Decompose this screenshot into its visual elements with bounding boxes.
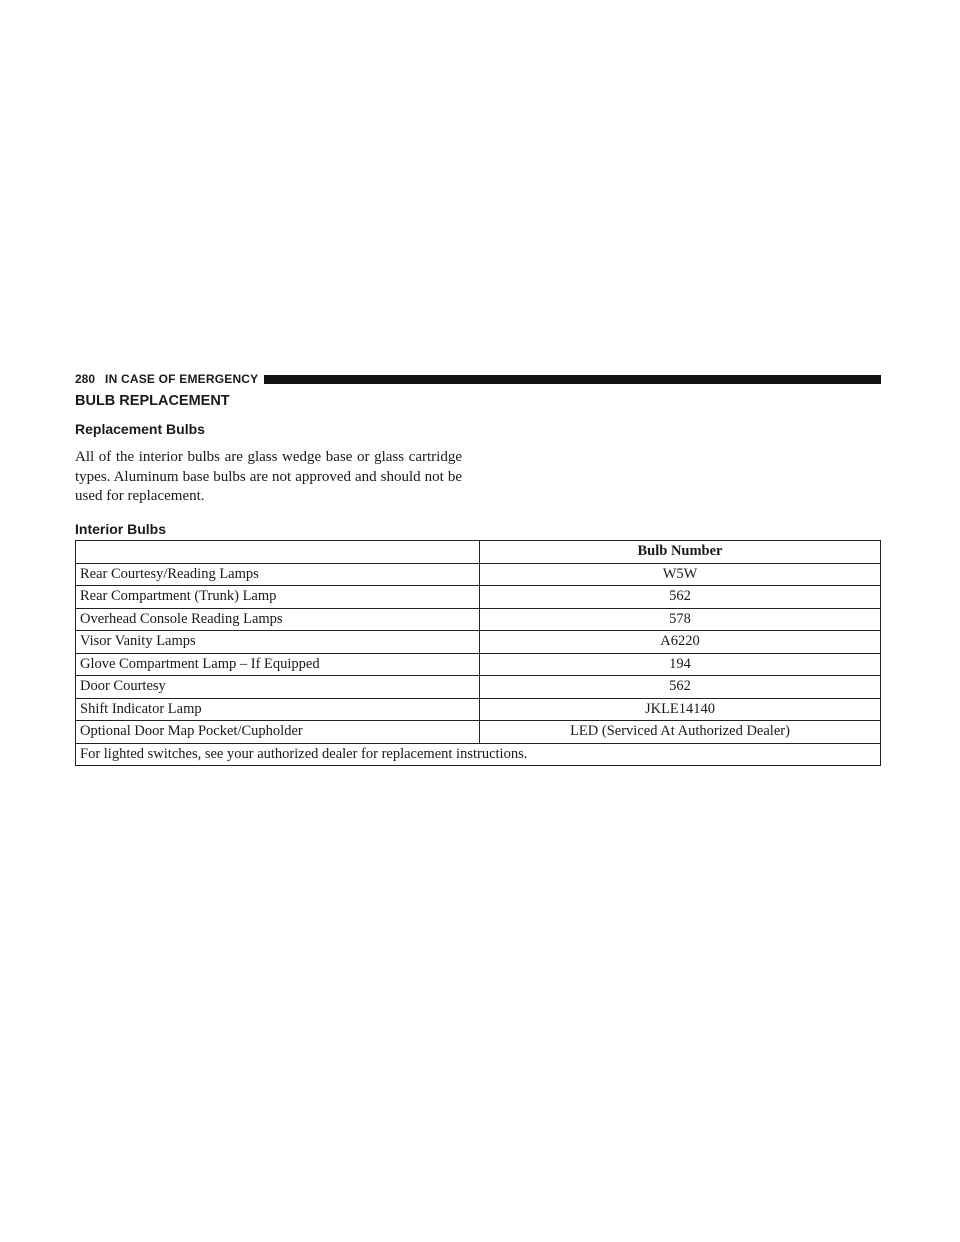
page-title: BULB REPLACEMENT: [75, 393, 230, 409]
row-location: Door Courtesy: [76, 676, 480, 699]
table-row: [76, 608, 881, 631]
row-location: Visor Vanity Lamps: [76, 631, 480, 654]
table-title: Interior Bulbs: [75, 521, 167, 537]
row-location: Overhead Console Reading Lamps: [76, 608, 480, 631]
row-bulb-number: 578: [480, 608, 881, 631]
row-bulb-number: 562: [480, 676, 881, 699]
body-paragraph: All of the interior bulbs are glass wedge base or glass cartridge types. Aluminum base bulbs are not approved and should not be used for replacement.: [75, 449, 462, 504]
page-number: 280: [75, 372, 96, 386]
row-bulb-number: JKLE14140: [480, 698, 881, 721]
row-location: Rear Courtesy/Reading Lamps: [76, 563, 480, 586]
table-row: [76, 586, 881, 609]
subsection-title: Replacement Bulbs: [75, 421, 205, 437]
table-row: [76, 698, 881, 721]
table-row: [76, 676, 881, 699]
header-rule: [264, 375, 881, 384]
row-location: Glove Compartment Lamp – If Equipped: [76, 653, 480, 676]
header-bulb-number: Bulb Number: [480, 541, 881, 564]
section-name: IN CASE OF EMERGENCY: [105, 372, 259, 386]
table-row: [76, 631, 881, 654]
page-header: [75, 372, 881, 386]
row-location: Shift Indicator Lamp: [76, 698, 480, 721]
row-bulb-number: 194: [480, 653, 881, 676]
table-row: [76, 563, 881, 586]
row-location: Rear Compartment (Trunk) Lamp: [76, 586, 480, 609]
row-bulb-number: 562: [480, 586, 881, 609]
row-location: Optional Door Map Pocket/Cupholder: [76, 721, 480, 744]
table-header-row: [76, 541, 881, 564]
table-note-row: [76, 743, 881, 766]
header-location: [76, 541, 480, 564]
table-row: [76, 653, 881, 676]
table-note: For lighted switches, see your authorized dealer for replacement instructions.: [76, 743, 881, 766]
bulb-table: [75, 540, 881, 766]
row-bulb-number: W5W: [480, 563, 881, 586]
row-bulb-number: LED (Serviced At Authorized Dealer): [480, 721, 881, 744]
table-row: [76, 721, 881, 744]
row-bulb-number: A6220: [480, 631, 881, 654]
